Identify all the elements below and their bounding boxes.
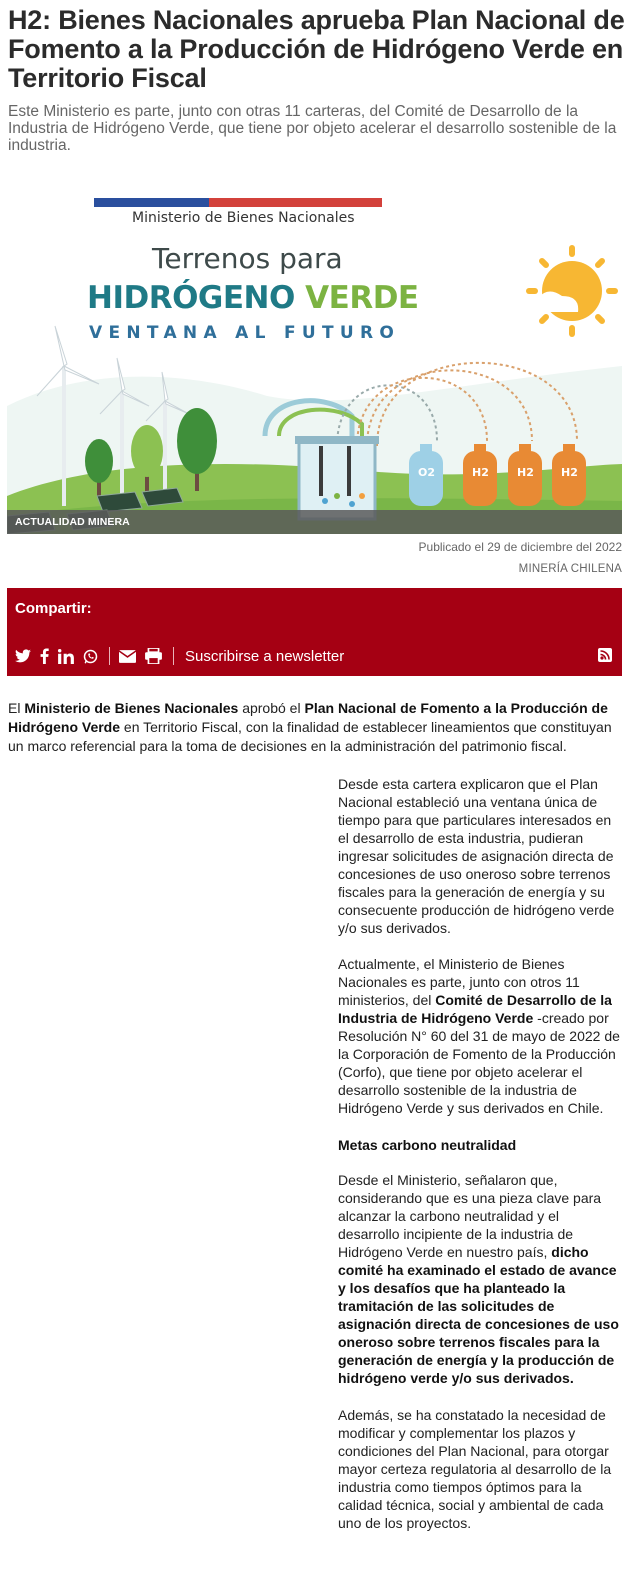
tank-label: H2 bbox=[517, 466, 534, 479]
whatsapp-icon[interactable] bbox=[83, 647, 98, 665]
section-subheading: Metas carbono neutralidad bbox=[338, 1137, 517, 1153]
facebook-icon[interactable] bbox=[40, 647, 49, 665]
article-intro: El Ministerio de Bienes Nacionales aprobó el Plan Nacional de Fomento a la Producción de Hidrógeno Verde en Territorio Fiscal, con la finalidad de establecer lineamientos que constituyan un marco referencial para la toma de decisiones en la administración del patrimonio fiscal. bbox=[8, 700, 612, 754]
article-paragraph: Desde el Ministerio, señalaron que, considerando que es una pieza clave para alcanzar la carbono neutralidad y el desarrollo incipiente de la industria de Hidrógeno Verde en nuestro país, dicho comité ha examinado el estado de avance y los desafíos que ha planteado la tramitación de las solicitudes de asignación directa de concesiones de uso oneroso sobre terrenos fiscales para la generación de energía y la producción de hidrógeno verde y/o sus derivados. bbox=[338, 1172, 619, 1386]
article-title: H2: Bienes Nacionales aprueba Plan Nacional de Fomento a la Producción de Hidrógeno Verde en Territorio Fiscal bbox=[8, 5, 625, 93]
linkedin-icon[interactable] bbox=[58, 647, 74, 665]
source-name[interactable]: MINERÍA CHILENA bbox=[518, 563, 622, 575]
print-icon[interactable] bbox=[145, 647, 162, 665]
hero-heading: Terrenos para bbox=[152, 242, 343, 275]
published-date: Publicado el 29 de diciembre del 2022 bbox=[418, 540, 622, 554]
hero-tagline: VENTANA AL FUTURO bbox=[89, 323, 401, 343]
tank-label: O2 bbox=[418, 466, 436, 479]
newsletter-link[interactable]: Suscribirse a newsletter bbox=[185, 647, 345, 665]
twitter-icon[interactable] bbox=[15, 647, 31, 665]
separator bbox=[109, 647, 110, 665]
article-lead: Este Ministerio es parte, junto con otras 11 carteras, del Comité de Desarrollo de la Industria de Hidrógeno Verde, que tiene por objeto acelerar el desarrollo sostenible de la industria. bbox=[8, 103, 617, 154]
tank-label: H2 bbox=[472, 466, 489, 479]
category-label[interactable]: ACTUALIDAD MINERA bbox=[7, 510, 622, 534]
tank-label: H2 bbox=[561, 466, 578, 479]
hero-heading-main: HIDRÓGENO VERDE bbox=[87, 280, 419, 316]
share-bar bbox=[7, 588, 622, 676]
article-paragraph: Actualmente, el Ministerio de Bienes Nacionales es parte, junto con otros 11 ministerios, del Comité de Desarrollo de la Industria de Hidrógeno Verde -creado por Resolución N° 60 del 31 de mayo de 2022 de la Corporación de Fomento de la Producción (Corfo), que tiene por objeto acelerar el desarrollo sostenible de la industria de Hidrógeno Verde y sus derivados en Chile. bbox=[338, 956, 620, 1116]
share-icons bbox=[15, 647, 344, 665]
email-icon[interactable] bbox=[119, 647, 136, 665]
sun-icon bbox=[506, 248, 615, 334]
rss-icon[interactable] bbox=[598, 648, 612, 662]
hero-image[interactable] bbox=[7, 196, 622, 534]
share-label: Compartir: bbox=[15, 600, 92, 617]
electrolyzer-icon bbox=[299, 439, 375, 519]
article-paragraph: Además, se ha constatado la necesidad de modificar y complementar los plazos y condiciones del Plan Nacional, para otorgar mayor certeza regulatoria al desarrollo de la industria como tiempos óptimos para la calidad técnica, social y ambiental de cada uno de los proyectos. bbox=[338, 1407, 612, 1531]
article-paragraph: Desde esta cartera explicaron que el Plan Nacional estableció una ventana única de tiempo para que particulares interesados en el desarrollo de esta industria, pudieran ingresar solicitudes de asignación directa de concesiones de uso oneroso sobre terrenos fiscales para la generación de energía y su consecuente producción de hidrógeno verde y/o sus derivados. bbox=[338, 776, 615, 936]
hero-ministry-text: Ministerio de Bienes Nacionales bbox=[132, 210, 355, 226]
separator bbox=[173, 647, 174, 665]
